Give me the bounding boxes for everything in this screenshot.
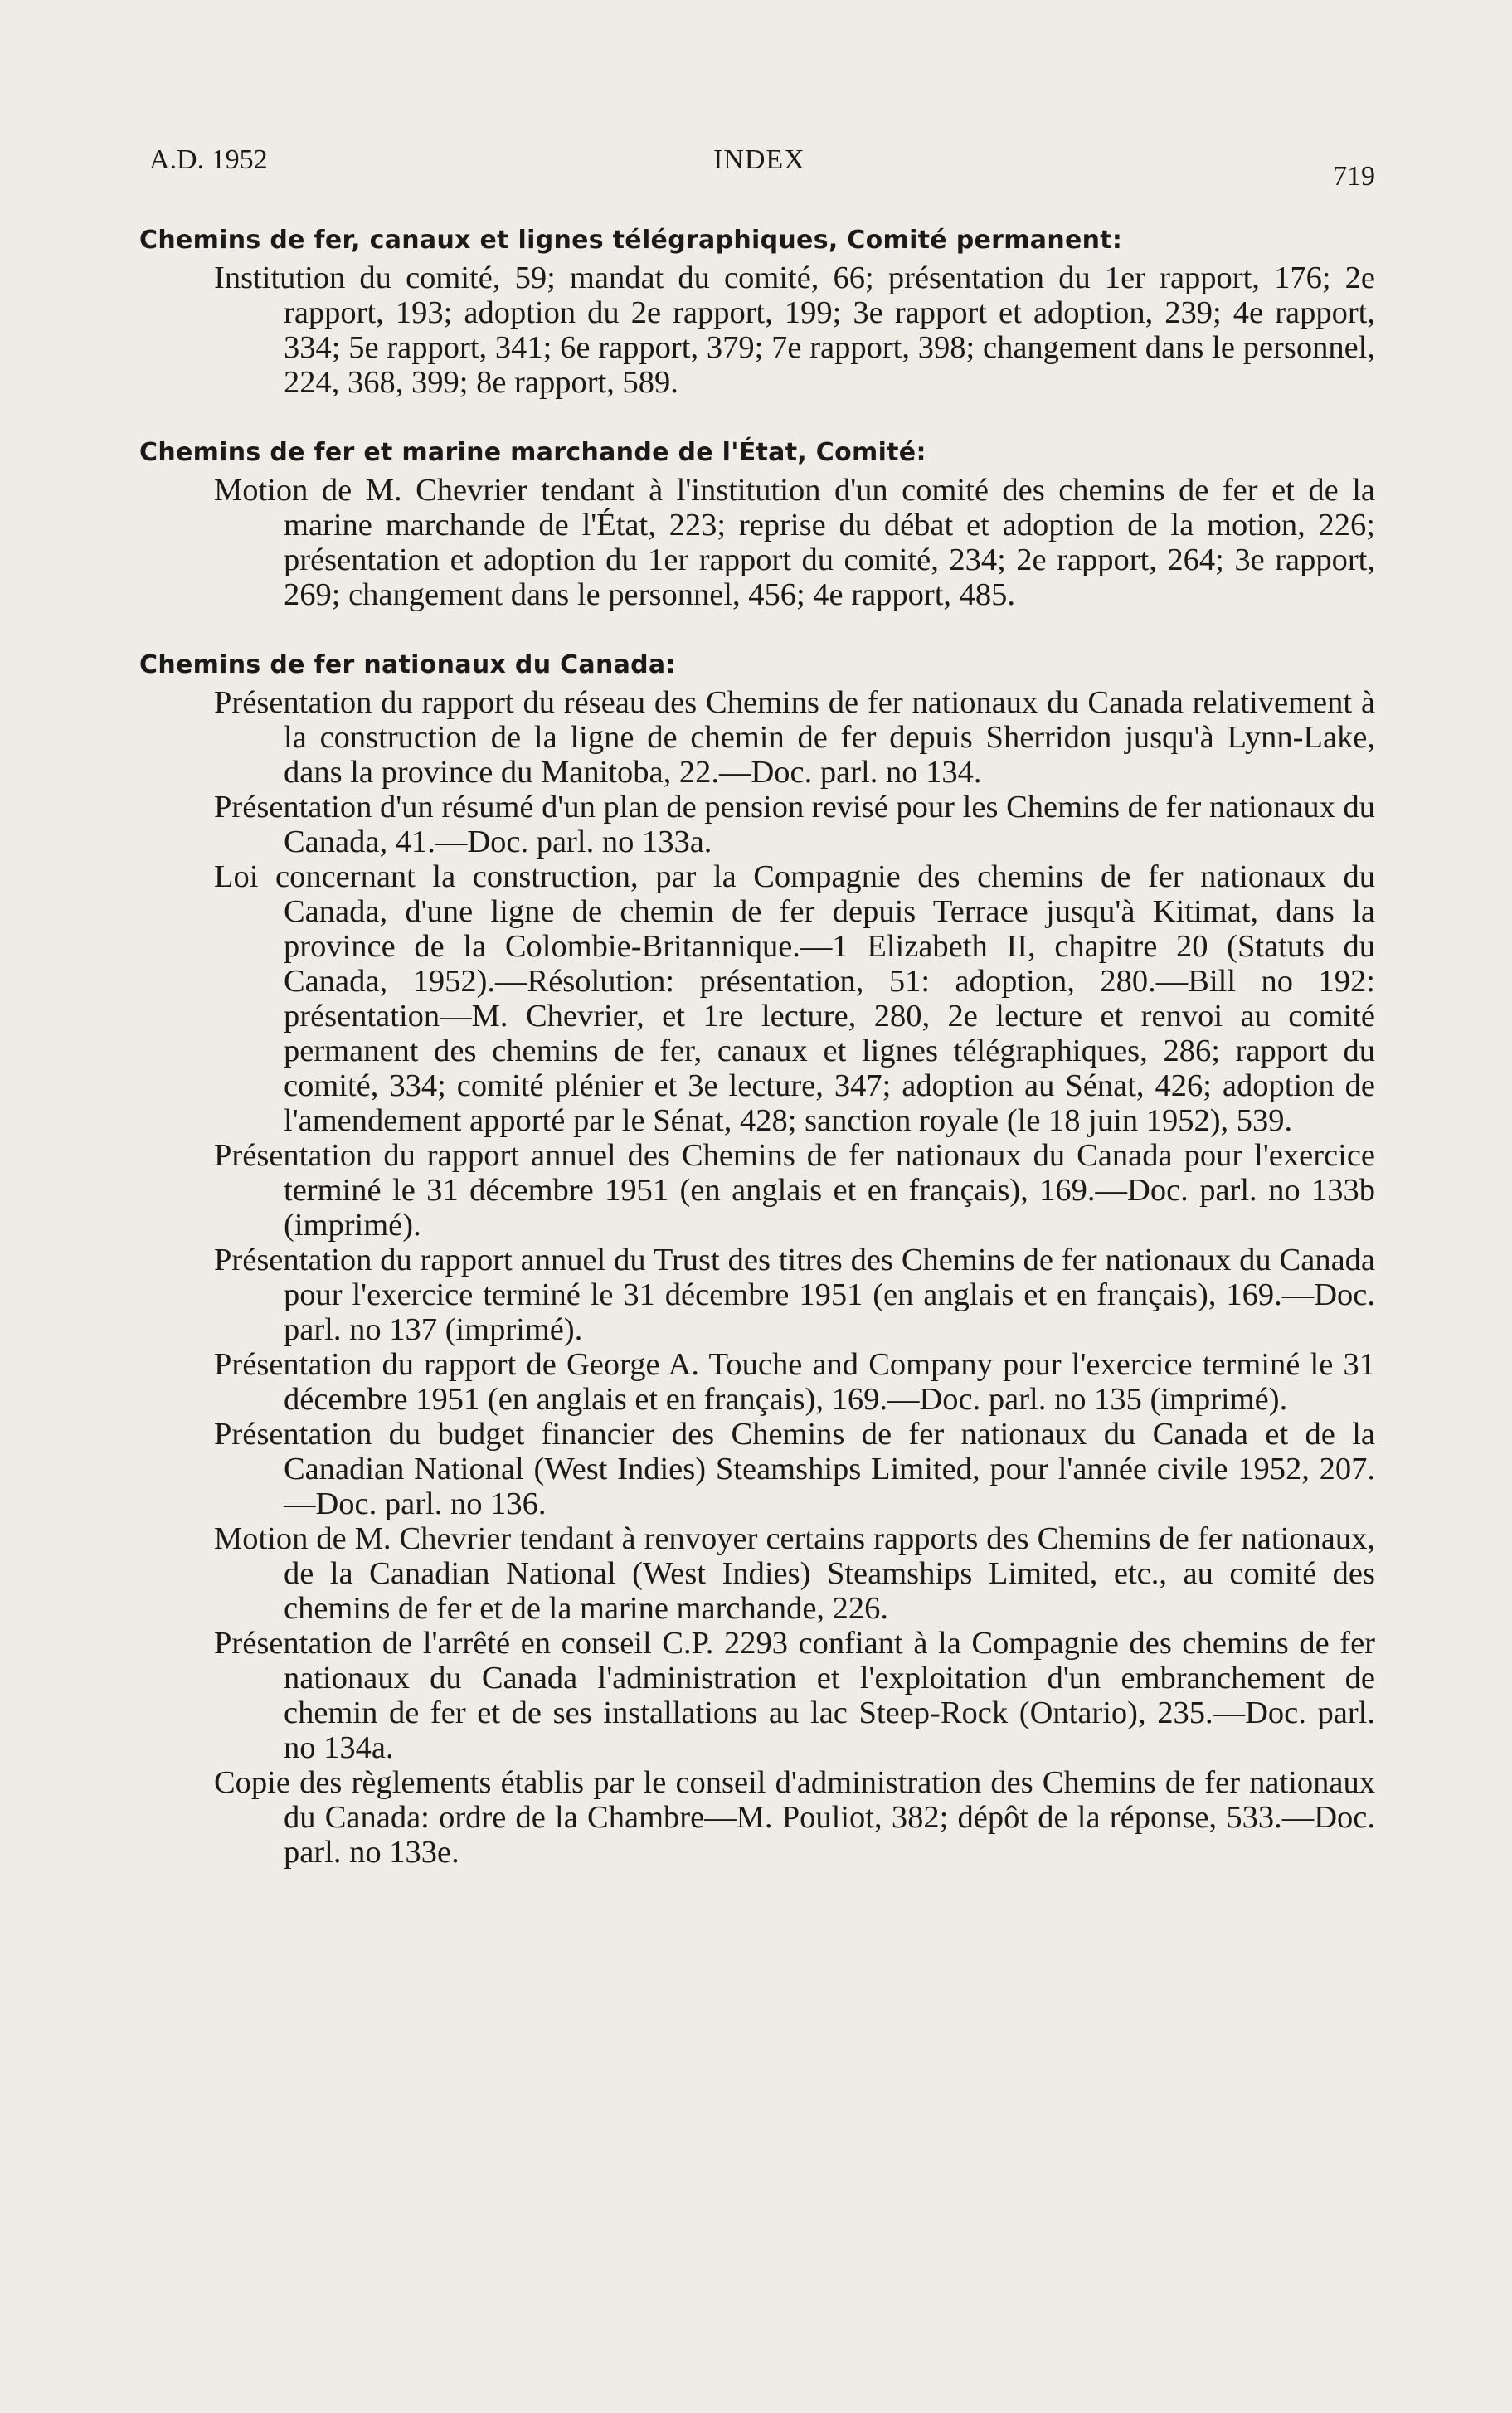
index-entry: Motion de M. Chevrier tendant à l'institution d'un comité des chemins de fer et de la marine marchande de l'État, 223; reprise du débat et adoption de la motion, 226; présentation et adoption du 1er rapport du comité, 234; 2e rapport, 264; 3e rapport, 269; changement dans le personnel, 456; 4e rapport, 485. (214, 473, 1375, 612)
index-section (139, 647, 1375, 1870)
section-heading: Chemins de fer, canaux et lignes télégraphiques, Comité permanent: (139, 226, 1123, 255)
index-entry: Présentation du rapport annuel des Chemins de fer nationaux du Canada pour l'exercice terminé le 31 décembre 1951 (en anglais et en français), 169.—Doc. parl. no 133b (imprimé). (214, 1138, 1375, 1243)
running-header (149, 139, 1375, 192)
section-heading: Chemins de fer nationaux du Canada: (139, 650, 676, 679)
header-title: INDEX (713, 144, 805, 175)
index-content (139, 222, 1375, 1905)
index-entry: Copie des règlements établis par le conseil d'administration des Chemins de fer nationaux du Canada: ordre de la Chambre—M. Pouliot, 382; dépôt de la réponse, 533.—Doc. parl. no 133e. (214, 1765, 1375, 1870)
index-entry: Présentation du budget financier des Chemins de fer nationaux du Canada et de la Canadian National (West Indies) Steamships Limited, pour l'année civile 1952, 207.—Doc. parl. no 136. (214, 1417, 1375, 1521)
section-heading: Chemins de fer et marine marchande de l'État, Comité: (139, 438, 926, 467)
index-entry: Présentation de l'arrêté en conseil C.P. 2293 confiant à la Compagnie des chemins de fer nationaux du Canada l'administration et l'exploitation d'un embranchement de chemin de fer et de ses installations au lac Steep-Rock (Ontario), 235.—Doc. parl. no 134a. (214, 1626, 1375, 1765)
index-entry: Présentation du rapport de George A. Touche and Company pour l'exercice terminé le 31 décembre 1951 (en anglais et en français), 169.—Doc. parl. no 135 (imprimé). (214, 1347, 1375, 1417)
index-entry: Présentation d'un résumé d'un plan de pension revisé pour les Chemins de fer nationaux du Canada, 41.—Doc. parl. no 133a. (214, 790, 1375, 859)
index-entry: Loi concernant la construction, par la Compagnie des chemins de fer nationaux du Canada, d'une ligne de chemin de fer depuis Terrace jusqu'à Kitimat, dans la province de la Colombie-Britannique.—1 Elizabeth II, chapitre 20 (Statuts du Canada, 1952).—Résolution: présentation, 51: adoption, 280.—Bill no 192: présentation—M. Chevrier, et 1re lecture, 280, 2e lecture et renvoi au comité permanent des chemins de fer, canaux et lignes télégraphiques, 286; rapport du comité, 334; comité plénier et 3e lecture, 347; adoption au Sénat, 426; adoption de l'amendement apporté par le Sénat, 428; sanction royale (le 18 juin 1952), 539. (214, 859, 1375, 1138)
header-year: A.D. 1952 (149, 144, 268, 175)
index-section (139, 435, 1375, 612)
page-number: 719 (1333, 161, 1375, 192)
index-section (139, 222, 1375, 400)
index-entry: Présentation du rapport du réseau des Chemins de fer nationaux du Canada relativement à la construction de la ligne de chemin de fer depuis Sherridon jusqu'à Lynn-Lake, dans la province du Manitoba, 22.—Doc. parl. no 134. (214, 685, 1375, 790)
index-entry: Présentation du rapport annuel du Trust des titres des Chemins de fer nationaux du Canada pour l'exercice terminé le 31 décembre 1951 (en anglais et en français), 169.—Doc. parl. no 137 (imprimé). (214, 1243, 1375, 1347)
index-entry: Institution du comité, 59; mandat du comité, 66; présentation du 1er rapport, 176; 2e rapport, 193; adoption du 2e rapport, 199; 3e rapport et adoption, 239; 4e rapport, 334; 5e rapport, 341; 6e rapport, 379; 7e rapport, 398; changement dans le personnel, 224, 368, 399; 8e rapport, 589. (214, 260, 1375, 400)
index-entry: Motion de M. Chevrier tendant à renvoyer certains rapports des Chemins de fer nationaux, de la Canadian National (West Indies) Steamships Limited, etc., au comité des chemins de fer et de la marine marchande, 226. (214, 1521, 1375, 1626)
